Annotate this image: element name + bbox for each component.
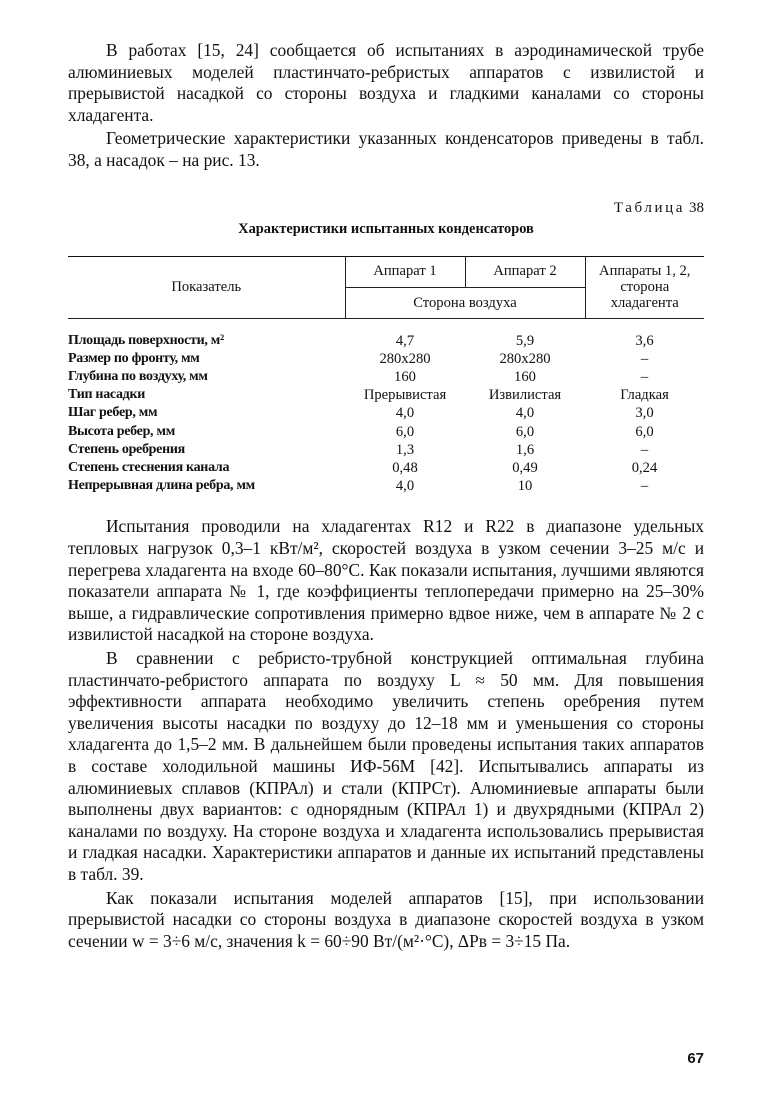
cell-refrigerant-side: – (640, 368, 649, 385)
table-row (68, 422, 704, 440)
table-row (68, 476, 704, 494)
table-row (68, 440, 704, 458)
cell-apparatus-2: 10 (517, 478, 533, 495)
body-paragraph-2: В сравнении с ребристо-трубной конструкцией оптимальная глубина пластинчато-ребристого аппарата по воздуху L ≈ 50 мм. Для повышения эффективности аппарата необходимо увеличить степень оребрения путем увеличения высоты насадки по воздуху до 12–18 мм и уменьшения со стороны хладагента до 1,5–2 мм. В дальнейшем были проведены испытания таких аппаратов в составе холодильной машины ИФ-56М [42]. Испытывались аппараты из алюминиевых сплавов (КПРАл) и стали (КПРСт). Алюминиевые аппараты были выполнены двух вариантов: с однорядным (КПРАл 1) и двухрядными (КПРАл 2) каналами по воздуху. На стороне воздуха и хладагента использовались прерывистая и гладкая насадки. Характеристики аппаратов и данные их испытаний представлены в табл. 39. (68, 648, 704, 884)
cell-refrigerant-side: 6,0 (635, 423, 654, 440)
cell-apparatus-1: 0,48 (392, 459, 418, 476)
cell-apparatus-2: 0,49 (512, 459, 538, 476)
specs-table (68, 256, 704, 495)
header-refrigerant-side: Аппараты 1, 2, сторона хладагента (585, 256, 704, 318)
table-row (68, 367, 704, 385)
table-label (68, 200, 704, 217)
table-row (68, 349, 704, 367)
table-number: 38 (689, 199, 704, 216)
cell-apparatus-1: 4,7 (395, 332, 415, 349)
intro-paragraph-2: Геометрические характеристики указанных конденсаторов приведены в табл. 38, а насадок – на рис. 13. (68, 128, 704, 170)
table-caption: Характеристики испытанных конденсаторов (238, 220, 534, 237)
cell-apparatus-2: 1,6 (515, 441, 535, 458)
cell-refrigerant-side: – (640, 350, 649, 367)
document-page (68, 40, 704, 952)
body-paragraph-3: Как показали испытания моделей аппаратов [15], при использовании прерывистой насадки со стороны воздуха в диапазоне скоростей воздуха в узком сечении w = 3÷6 м/с, значения k = 60÷90 Вт/(м²·°С), ΔPв = 3÷15 Па. (68, 887, 704, 951)
cell-apparatus-1: 4,0 (395, 405, 415, 422)
row-name: Площадь поверхности, м² (68, 332, 224, 348)
row-name: Степень оребрения (68, 441, 185, 457)
row-name: Непрерывная длина ребра, мм (68, 478, 255, 494)
row-name: Высота ребер, мм (68, 423, 175, 439)
table-row (68, 404, 704, 422)
header-apparatus-1: Аппарат 1 (345, 256, 465, 287)
body-paragraph-1: Испытания проводили на хладагентах R12 и R22 в диапазоне удельных тепловых нагрузок 0,3–1 кВт/м², скоростей воздуха в узком сечении 3–25 м/с и перегрева хладагента на входе 60–80°С. Как показали испытания, лучшими являются показатели аппарата № 1, где коэффициенты теплопередачи примерно на 25–30% выше, а гидравлические сопротивления примерно вдвое ниже, чем в аппарате № 2 с извилистой насадкой на стороне воздуха. (68, 516, 704, 645)
cell-refrigerant-side: 0,24 (631, 459, 658, 476)
header-indicator: Показатель (68, 256, 345, 318)
intro-paragraph-1: В работах [15, 24] сообщается об испытаниях в аэродинамической трубе алюминиевых моделей пластинчато-ребристых аппаратов с извилистой и прерывистой насадкой со стороны воздуха и гладкими каналами со стороны хладагента. (68, 40, 704, 125)
cell-apparatus-2: 6,0 (515, 423, 535, 440)
cell-refrigerant-side: – (640, 478, 649, 495)
cell-apparatus-2: 160 (514, 368, 536, 385)
cell-apparatus-2: 280x280 (499, 350, 551, 367)
cell-apparatus-2: Извилистая (488, 387, 562, 404)
cell-refrigerant-side: 3,0 (635, 405, 654, 422)
header-air-side: Сторона воздуха (345, 287, 585, 318)
row-name: Глубина по воздуху, мм (68, 368, 208, 384)
cell-apparatus-1: 6,0 (395, 423, 415, 440)
table-row (68, 385, 704, 403)
row-name: Тип насадки (68, 387, 145, 403)
header-apparatus-2: Аппарат 2 (465, 256, 585, 287)
row-name: Степень стеснения канала (68, 459, 230, 475)
cell-apparatus-1: 160 (394, 368, 416, 385)
cell-apparatus-1: 1,3 (395, 441, 415, 458)
cell-refrigerant-side: Гладкая (620, 387, 669, 404)
table-row (68, 318, 704, 349)
cell-apparatus-1: 280x280 (379, 350, 431, 367)
cell-apparatus-1: Прерывистая (363, 387, 447, 404)
cell-apparatus-2: 4,0 (515, 405, 535, 422)
page-number: 67 (687, 1050, 704, 1067)
table-label-word: Таблица (613, 199, 685, 216)
row-name: Шаг ребер, мм (68, 405, 158, 421)
cell-refrigerant-side: – (640, 441, 649, 458)
cell-apparatus-1: 4,0 (395, 478, 415, 495)
cell-refrigerant-side: 3,6 (635, 332, 654, 349)
table-row (68, 458, 704, 476)
row-name: Размер по фронту, мм (68, 350, 200, 366)
cell-apparatus-2: 5,9 (515, 332, 535, 349)
body-text (68, 516, 704, 952)
